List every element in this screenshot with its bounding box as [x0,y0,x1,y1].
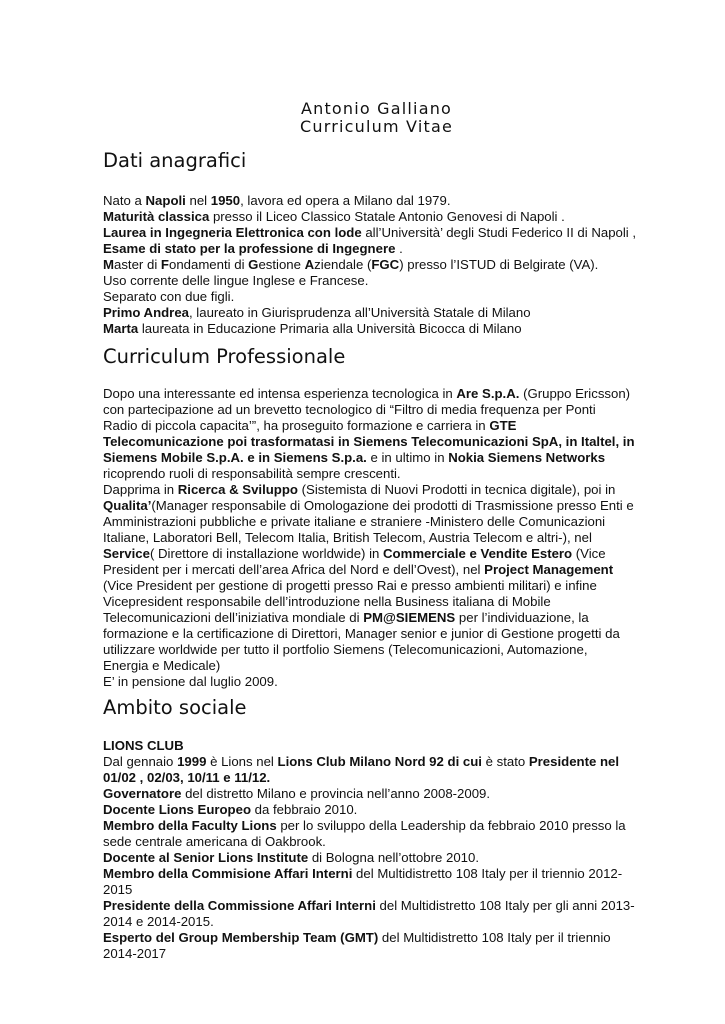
bold-text: Docente Lions Europeo [103,802,252,817]
text-run: laureata in Educazione Primaria alla Università Bicocca di Milano [138,321,522,336]
text-line [103,802,663,818]
text-line [103,289,663,305]
text-run: del distretto Milano e provincia nell’anno 2008-2009. [181,786,491,801]
text-line [103,866,663,882]
text-line [103,658,663,674]
bold-text: F [160,257,169,272]
section-heading-curriculum-professionale: Curriculum Professionale [103,345,346,368]
text-run: aster di [114,257,161,272]
text-line [103,738,663,754]
bold-text: LIONS CLUB [103,738,184,753]
text-run: del Multidistretto 108 Italy per il triennio [378,930,611,945]
text-line [103,834,663,850]
text-run: . [395,241,403,256]
text-line [103,225,663,241]
text-run: (Vice [572,546,606,561]
text-line [103,193,663,209]
text-line [103,514,663,530]
section-body-dati-anagrafici [103,193,663,337]
text-run: nel [185,193,211,208]
document-title: Antonio Galliano [300,99,453,118]
text-run: President per i mercati dell’area Africa del Nord e dell’Ovest), nel [103,562,485,577]
text-line [103,530,663,546]
text-line [103,257,663,273]
text-run: estione [258,257,305,272]
section-heading-ambito-sociale: Ambito sociale [103,696,247,719]
text-run: Dal gennaio [103,754,178,769]
text-run: ) presso l’ISTUD di Belgirate (VA). [399,257,599,272]
text-line [103,273,663,289]
text-line [103,610,663,626]
text-run: Amministrazioni pubbliche e private italiane e straniere -Ministero delle Comunicazioni [103,514,606,529]
bold-text: Maturità classica [103,209,210,224]
text-run: (Sistemista di Nuovi Prodotti in tecnica digitale), poi in [297,482,616,497]
text-line [103,241,663,257]
text-run: Energia e Medicale) [103,658,221,673]
text-line [103,562,663,578]
text-run: 2014 e 2014-2015. [103,914,214,929]
text-line [103,914,663,930]
text-line [103,498,663,514]
text-line [103,930,663,946]
bold-text: Presidente nel [528,754,620,769]
text-line [103,482,663,498]
bold-text: PM@SIEMENS [363,610,456,625]
text-line [103,674,663,690]
text-run: Italiane, Laboratori Bell, Telecom Italia, British Telecom, Austria Telecom e altri-), nel [103,530,592,545]
text-run: Uso corrente delle lingue Inglese e Francese. [103,273,369,288]
bold-text: Service [103,546,150,561]
bold-text: Membro della Faculty Lions [103,818,277,833]
bold-text: M [103,257,114,272]
text-line [103,818,663,834]
text-line [103,546,663,562]
text-line [103,434,663,450]
bold-text: Docente al Senior Lions Institute [103,850,309,865]
text-run: del Multidistretto 108 Italy per gli anni 2013- [375,898,635,913]
bold-text: Primo Andrea [103,305,189,320]
text-run: (Gruppo Ericsson) [519,386,631,401]
text-line [103,466,663,482]
text-run: E’ in pensione dal luglio 2009. [103,674,278,689]
text-line [103,386,663,402]
bold-text: Esperto del Group Membership Team (GMT) [103,930,379,945]
section-heading-dati-anagrafici: Dati anagrafici [103,149,247,172]
text-line [103,850,663,866]
text-line [103,578,663,594]
text-run: , lavora ed opera a Milano dal 1979. [240,193,451,208]
bold-text: 01/02 , 02/03, 10/11 e 11/12. [103,770,271,785]
bold-text: Napoli [145,193,186,208]
text-run: Separato con due figli. [103,289,235,304]
text-run: Telecomunicazioni dell’iniziativa mondiale di [103,610,364,625]
bold-text: Ricerca & Sviluppo [177,482,298,497]
text-run: Vicepresident responsabile dell’introduzione nella Business italiana di Mobile [103,594,551,609]
text-run: Nato a [103,193,146,208]
text-line [103,305,663,321]
text-run: (Manager responsabile di Omologazione dei prodotti di Trasmissione presso Enti e [151,498,634,513]
text-line [103,594,663,610]
bold-text: Commerciale e Vendite Estero [383,546,573,561]
bold-text: GTE [489,418,517,433]
text-run: con partecipazione ad un brevetto tecnologico di “Filtro di media frequenza per Ponti [103,402,596,417]
text-line [103,209,663,225]
text-run: formazione e la certificazione di Direttori, Manager senior e junior di Gestione progetti da [103,626,620,641]
text-run: presso il Liceo Classico Statale Antonio Genovesi di Napoli . [209,209,565,224]
bold-text: Siemens Mobile S.p.A. e in Siemens S.p.a. [103,450,367,465]
bold-text: Marta [103,321,139,336]
text-run: ziendale ( [314,257,372,272]
text-run: 2015 [103,882,133,897]
text-line [103,321,663,337]
bold-text: 1999 [177,754,207,769]
bold-text: Lions Club Milano Nord 92 di cui [277,754,482,769]
bold-text: Nokia Siemens Networks [448,450,606,465]
text-line [103,770,663,786]
text-run: , laureato in Giurisprudenza all’Università Statale di Milano [188,305,531,320]
text-line [103,754,663,770]
text-run: per lo sviluppo della Leadership da febbraio 2010 presso la [276,818,626,833]
text-run: Radio di piccola capacita’”, ha proseguito formazione e carriera in [103,418,490,433]
bold-text: 1950 [210,193,241,208]
text-line [103,898,663,914]
text-line [103,402,663,418]
text-run: Dopo una interessante ed intensa esperienza tecnologica in [103,386,457,401]
bold-text: Presidente della Commissione Affari Interni [103,898,376,913]
text-line [103,626,663,642]
text-run: è Lions nel [206,754,278,769]
section-body-curriculum-professionale [103,386,663,690]
text-line [103,786,663,802]
document-subtitle: Curriculum Vitae [300,117,453,136]
bold-text: A [304,257,315,272]
text-line [103,418,663,434]
bold-text: Membro della Commisione Affari Interni [103,866,353,881]
text-run: di Bologna nell’ottobre 2010. [308,850,480,865]
bold-text: G [248,257,259,272]
text-run: da febbraio 2010. [251,802,358,817]
text-line [103,642,663,658]
section-body-ambito-sociale [103,738,663,962]
text-run: ondamenti di [168,257,249,272]
text-line [103,946,663,962]
text-line [103,450,663,466]
text-run: 2014-2017 [103,946,167,961]
bold-text: Are S.p.A. [456,386,520,401]
bold-text: Qualita’ [103,498,152,513]
text-line [103,882,663,898]
text-run: (Vice President per gestione di progetti presso Rai e presso ambienti militari) e infine [103,578,597,593]
text-run: Dapprima in [103,482,178,497]
text-run: utilizzare worldwide per tutto il portfolio Siemens (Telecomunicazioni, Automazione, [103,642,588,657]
bold-text: FGC [371,257,400,272]
bold-text: Governatore [103,786,182,801]
text-run: è stato [481,754,529,769]
bold-text: Esame di stato per la professione di Ingegnere [103,241,396,256]
text-run: all’Università’ degli Studi Federico II di Napoli , [361,225,637,240]
bold-text: Laurea in Ingegneria Elettronica con lode [103,225,362,240]
bold-text: Telecomunicazione poi trasformatasi in Siemens Telecomunicazioni SpA, in Italtel, in [103,434,635,449]
text-run: per l’individuazione, la [455,610,589,625]
bold-text: Project Management [484,562,614,577]
text-run: ( Direttore di installazione worldwide) in [149,546,384,561]
text-run: del Multidistretto 108 Italy per il triennio 2012- [352,866,623,881]
text-run: ricoprendo ruoli di responsabilità sempre crescenti. [103,466,401,481]
text-run: e in ultimo in [366,450,449,465]
text-run: sede centrale americana di Oakbrook. [103,834,326,849]
